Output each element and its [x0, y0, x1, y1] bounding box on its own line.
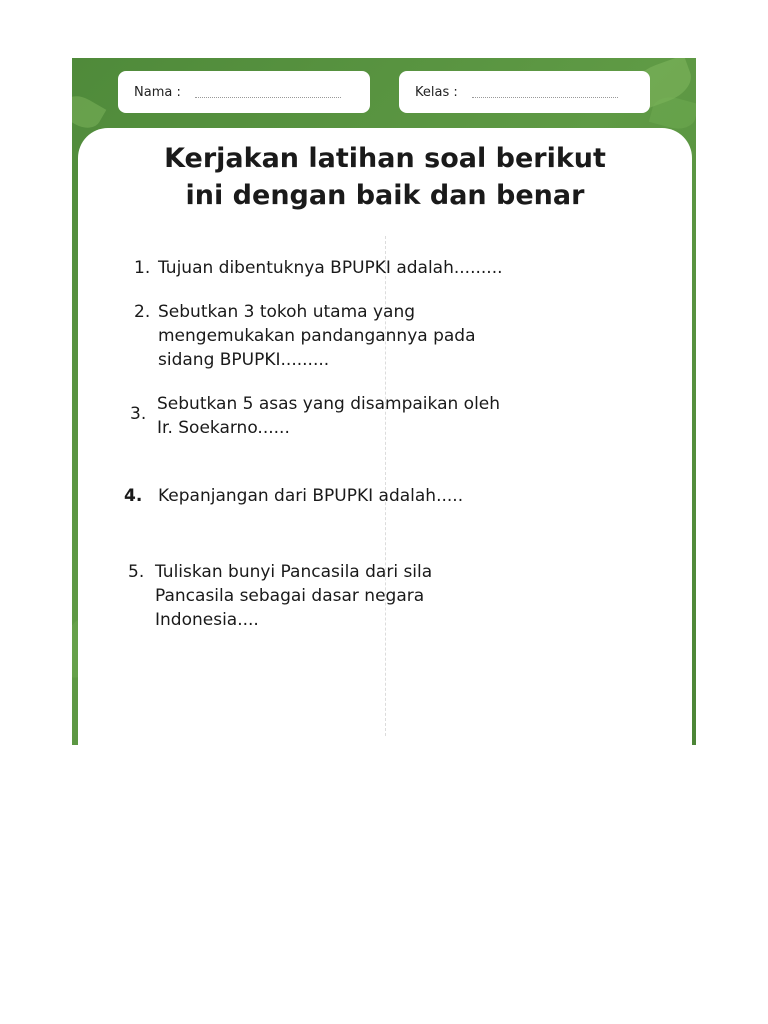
nama-label: Nama : — [134, 84, 181, 100]
question-text: Kepanjangan dari BPUPKI adalah..... — [158, 486, 464, 506]
question-card — [78, 128, 692, 745]
kelas-field — [399, 71, 650, 113]
worksheet — [72, 58, 696, 745]
nama-field — [118, 71, 370, 113]
question-text: Sebutkan 3 tokoh utama yang mengemukakan pandangannya pada sidang BPUPKI......... — [158, 302, 476, 370]
question-item — [128, 560, 648, 636]
question-item — [134, 256, 654, 282]
question-text: Tujuan dibentuknya BPUPKI adalah......... — [158, 258, 503, 278]
question-item — [130, 392, 650, 444]
question-number: 1. — [134, 258, 151, 278]
leaf-decoration — [72, 90, 106, 134]
question-number: 5. — [128, 562, 145, 582]
question-text: Tuliskan bunyi Pancasila dari sila Pancasila sebagai dasar negara Indonesia.... — [155, 562, 433, 630]
question-number: 4. — [124, 486, 143, 506]
kelas-label: Kelas : — [415, 84, 458, 100]
question-number: 2. — [134, 302, 151, 322]
question-number: 3. — [130, 404, 147, 424]
question-item — [134, 300, 654, 376]
nama-blank-line — [195, 97, 341, 98]
page-title: Kerjakan latihan soal berikut ini dengan baik dan benar — [164, 143, 606, 211]
question-item — [124, 484, 644, 510]
kelas-blank-line — [472, 97, 618, 98]
question-text: Sebutkan 5 asas yang disampaikan oleh Ir. Soekarno...... — [157, 394, 501, 438]
